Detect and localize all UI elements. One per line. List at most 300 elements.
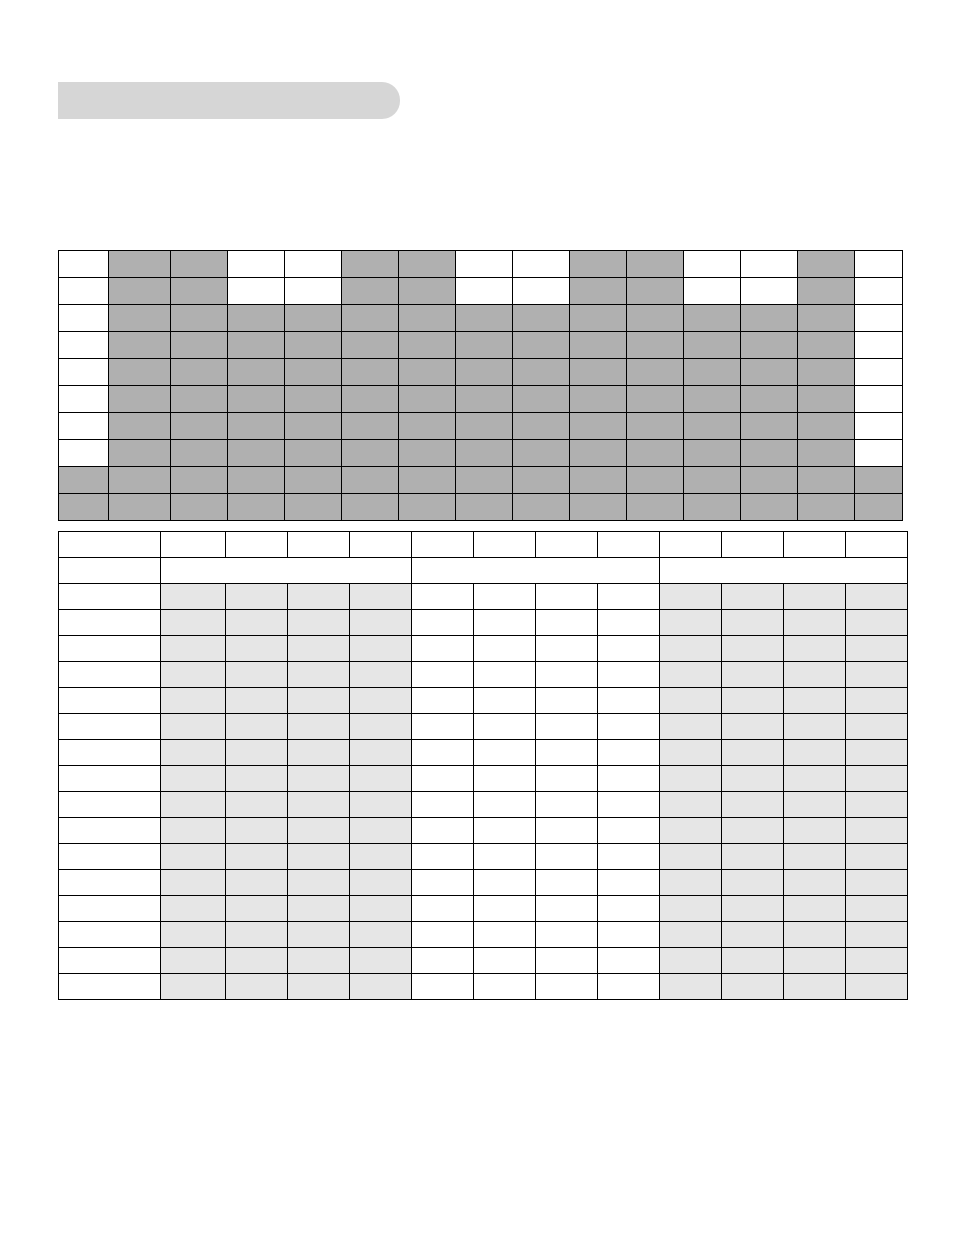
table-cell: [627, 494, 684, 521]
table-cell: [684, 467, 741, 494]
table-cell: [536, 688, 598, 714]
row-label: [59, 896, 161, 922]
table-cell: [570, 467, 627, 494]
table-cell: [846, 584, 908, 610]
table-cell: [722, 662, 784, 688]
table-cell: [798, 440, 855, 467]
table-cell: [288, 688, 350, 714]
table-cell: [456, 440, 513, 467]
table-cell: [536, 896, 598, 922]
table-cell: [288, 636, 350, 662]
table-cell: [350, 844, 412, 870]
row-label: [59, 610, 161, 636]
table-cell: [784, 714, 846, 740]
table-cell: [226, 922, 288, 948]
table-cell: [350, 948, 412, 974]
column-header: [350, 532, 412, 558]
table-cell: [342, 332, 399, 359]
table-cell: [342, 440, 399, 467]
table-cell: [456, 278, 513, 305]
table-cell: [846, 974, 908, 1000]
table-cell: [109, 413, 171, 440]
table-cell: [846, 636, 908, 662]
table-row: [59, 974, 908, 1000]
table-cell: [171, 440, 228, 467]
table-cell: [350, 922, 412, 948]
table-cell: [846, 714, 908, 740]
table-cell: [722, 714, 784, 740]
table-cell: [109, 494, 171, 521]
table-cell: [846, 688, 908, 714]
table-row: [59, 870, 908, 896]
table-cell: [399, 278, 456, 305]
table-cell: [570, 278, 627, 305]
table-cell: [627, 413, 684, 440]
table-cell: [228, 467, 285, 494]
table-cell: [350, 688, 412, 714]
table-cell: [784, 792, 846, 818]
table-cell: [456, 359, 513, 386]
table-cell: [627, 251, 684, 278]
table-cell: [660, 974, 722, 1000]
table-cell: [109, 305, 171, 332]
table-row: [59, 386, 903, 413]
table-cell: [513, 467, 570, 494]
table-cell: [598, 714, 660, 740]
table-cell: [171, 305, 228, 332]
table-cell: [513, 494, 570, 521]
table-cell: [513, 413, 570, 440]
table-cell: [161, 896, 226, 922]
table-cell: [161, 792, 226, 818]
group-header: [161, 558, 412, 584]
column-header: [598, 532, 660, 558]
row-label: [59, 688, 161, 714]
table-row: [59, 494, 903, 521]
table-cell: [285, 494, 342, 521]
table-cell: [342, 494, 399, 521]
table-cell: [784, 740, 846, 766]
table-cell: [784, 896, 846, 922]
table-cell: [285, 413, 342, 440]
table-cell: [684, 305, 741, 332]
table-row: [59, 278, 903, 305]
table-cell: [627, 278, 684, 305]
table-cell: [109, 251, 171, 278]
table-cell: [660, 818, 722, 844]
table-cell: [161, 844, 226, 870]
table-cell: [741, 332, 798, 359]
table-cell: [598, 636, 660, 662]
table-cell: [684, 278, 741, 305]
table-cell: [288, 714, 350, 740]
table-cell: [536, 636, 598, 662]
table-cell: [59, 413, 109, 440]
table-cell: [798, 251, 855, 278]
table-cell: [570, 413, 627, 440]
table-cell: [456, 251, 513, 278]
table-cell: [474, 844, 536, 870]
table-cell: [399, 494, 456, 521]
table-cell: [570, 494, 627, 521]
table-cell: [855, 494, 903, 521]
table-cell: [226, 584, 288, 610]
table-cell: [288, 948, 350, 974]
table-cell: [536, 766, 598, 792]
table-cell: [342, 305, 399, 332]
table-cell: [59, 332, 109, 359]
table-cell: [412, 792, 474, 818]
table-cell: [226, 610, 288, 636]
table-cell: [228, 440, 285, 467]
table-cell: [570, 359, 627, 386]
table-cell: [722, 948, 784, 974]
table-cell: [226, 948, 288, 974]
table-cell: [288, 740, 350, 766]
table-cell: [109, 359, 171, 386]
table-cell: [171, 359, 228, 386]
table-cell: [109, 440, 171, 467]
row-label: [59, 818, 161, 844]
table-cell: [855, 467, 903, 494]
table-cell: [161, 714, 226, 740]
table-row: [59, 467, 903, 494]
table-cell: [342, 359, 399, 386]
table-cell: [109, 332, 171, 359]
table-row: [59, 766, 908, 792]
table-cell: [288, 844, 350, 870]
table-cell: [412, 714, 474, 740]
table-cell: [536, 870, 598, 896]
column-header: [474, 532, 536, 558]
table-cell: [536, 740, 598, 766]
table-cell: [855, 332, 903, 359]
table-cell: [513, 386, 570, 413]
table-cell: [350, 714, 412, 740]
table-cell: [741, 467, 798, 494]
table-row: [59, 332, 903, 359]
table-cell: [350, 662, 412, 688]
table-cell: [798, 305, 855, 332]
table-cell: [536, 662, 598, 688]
table-row: [59, 440, 903, 467]
table-cell: [536, 922, 598, 948]
lower-data-table: [58, 531, 908, 1000]
table-cell: [288, 662, 350, 688]
row-label: [59, 948, 161, 974]
table-cell: [474, 818, 536, 844]
table-cell: [536, 714, 598, 740]
table-cell: [474, 948, 536, 974]
table-cell: [228, 278, 285, 305]
table-cell: [288, 974, 350, 1000]
table-cell: [784, 636, 846, 662]
table-row: [59, 584, 908, 610]
table-cell: [161, 662, 226, 688]
table-cell: [722, 974, 784, 1000]
table-cell: [570, 440, 627, 467]
column-header: [161, 532, 226, 558]
table-cell: [399, 440, 456, 467]
table-cell: [285, 251, 342, 278]
table-cell: [684, 251, 741, 278]
table-cell: [171, 332, 228, 359]
row-label: [59, 922, 161, 948]
table-cell: [598, 818, 660, 844]
table-cell: [226, 662, 288, 688]
table-row: [59, 818, 908, 844]
row-label: [59, 740, 161, 766]
row-label: [59, 974, 161, 1000]
table-cell: [161, 584, 226, 610]
table-cell: [784, 818, 846, 844]
table-cell: [627, 332, 684, 359]
table-cell: [846, 870, 908, 896]
table-cell: [456, 305, 513, 332]
table-cell: [513, 332, 570, 359]
table-cell: [598, 662, 660, 688]
table-cell: [226, 740, 288, 766]
table-cell: [627, 386, 684, 413]
table-cell: [226, 636, 288, 662]
table-cell: [226, 766, 288, 792]
table-cell: [784, 688, 846, 714]
row-label: [59, 584, 161, 610]
table-cell: [598, 792, 660, 818]
table-cell: [846, 792, 908, 818]
table-cell: [109, 386, 171, 413]
table-cell: [59, 278, 109, 305]
table-row: [59, 948, 908, 974]
table-cell: [342, 386, 399, 413]
table-cell: [412, 974, 474, 1000]
table-cell: [285, 359, 342, 386]
table-cell: [741, 251, 798, 278]
table-cell: [171, 251, 228, 278]
table-cell: [627, 440, 684, 467]
row-label: [59, 792, 161, 818]
table-cell: [171, 467, 228, 494]
table-cell: [784, 766, 846, 792]
table-cell: [722, 584, 784, 610]
table-cell: [598, 610, 660, 636]
table-cell: [722, 870, 784, 896]
table-cell: [855, 251, 903, 278]
table-cell: [342, 413, 399, 440]
table-cell: [722, 922, 784, 948]
table-row: [59, 305, 903, 332]
table-cell: [474, 766, 536, 792]
table-cell: [846, 610, 908, 636]
table-cell: [536, 818, 598, 844]
table-cell: [798, 278, 855, 305]
table-cell: [474, 662, 536, 688]
table-cell: [598, 844, 660, 870]
table-cell: [228, 305, 285, 332]
table-cell: [171, 386, 228, 413]
table-cell: [226, 688, 288, 714]
table-cell: [412, 870, 474, 896]
table-cell: [456, 413, 513, 440]
table-cell: [161, 948, 226, 974]
table-cell: [288, 610, 350, 636]
table-cell: [412, 584, 474, 610]
table-cell: [350, 896, 412, 922]
column-header: [722, 532, 784, 558]
table-cell: [660, 792, 722, 818]
table-cell: [784, 870, 846, 896]
table-cell: [412, 922, 474, 948]
table-cell: [412, 688, 474, 714]
table-cell: [722, 792, 784, 818]
table-cell: [474, 740, 536, 766]
group-header: [412, 558, 660, 584]
table-cell: [598, 584, 660, 610]
table-row: [59, 636, 908, 662]
table-cell: [513, 278, 570, 305]
table-cell: [627, 305, 684, 332]
table-cell: [228, 332, 285, 359]
table-cell: [285, 305, 342, 332]
table-cell: [412, 844, 474, 870]
table-cell: [412, 818, 474, 844]
table-cell: [226, 818, 288, 844]
table-cell: [722, 610, 784, 636]
table-cell: [474, 870, 536, 896]
table-cell: [684, 359, 741, 386]
table-cell: [226, 714, 288, 740]
table-row: [59, 688, 908, 714]
table-row: [59, 413, 903, 440]
table-cell: [288, 818, 350, 844]
table-cell: [288, 584, 350, 610]
table-cell: [412, 766, 474, 792]
table-cell: [399, 359, 456, 386]
table-cell: [474, 896, 536, 922]
table-cell: [513, 440, 570, 467]
table-cell: [660, 636, 722, 662]
table-cell: [161, 922, 226, 948]
table-cell: [285, 386, 342, 413]
table-cell: [660, 584, 722, 610]
table-cell: [855, 278, 903, 305]
table-cell: [660, 662, 722, 688]
table-cell: [161, 688, 226, 714]
table-cell: [474, 688, 536, 714]
table-cell: [722, 766, 784, 792]
table-cell: [798, 359, 855, 386]
table-header-row: [59, 532, 908, 558]
table-cell: [474, 922, 536, 948]
column-header: [59, 532, 161, 558]
table-cell: [412, 662, 474, 688]
table-cell: [722, 636, 784, 662]
table-cell: [598, 688, 660, 714]
table-cell: [399, 386, 456, 413]
table-cell: [536, 584, 598, 610]
table-cell: [350, 792, 412, 818]
table-cell: [288, 896, 350, 922]
table-row: [59, 359, 903, 386]
table-cell: [399, 467, 456, 494]
table-cell: [598, 870, 660, 896]
table-cell: [342, 278, 399, 305]
table-cell: [226, 844, 288, 870]
table-cell: [722, 818, 784, 844]
table-cell: [412, 740, 474, 766]
table-cell: [798, 494, 855, 521]
table-cell: [350, 584, 412, 610]
table-row: [59, 610, 908, 636]
table-cell: [660, 870, 722, 896]
table-row: [59, 251, 903, 278]
table-cell: [536, 974, 598, 1000]
table-cell: [228, 251, 285, 278]
table-cell: [288, 792, 350, 818]
table-cell: [59, 305, 109, 332]
table-cell: [513, 251, 570, 278]
table-cell: [722, 844, 784, 870]
table-cell: [570, 332, 627, 359]
table-cell: [855, 359, 903, 386]
table-cell: [660, 714, 722, 740]
row-label: [59, 870, 161, 896]
table-cell: [722, 896, 784, 922]
group-header: [59, 558, 161, 584]
table-cell: [285, 440, 342, 467]
column-header: [846, 532, 908, 558]
table-cell: [722, 688, 784, 714]
table-cell: [109, 467, 171, 494]
table-cell: [399, 305, 456, 332]
table-cell: [660, 948, 722, 974]
table-cell: [798, 332, 855, 359]
table-cell: [722, 740, 784, 766]
table-cell: [684, 413, 741, 440]
section-header-banner: [58, 82, 400, 119]
table-cell: [660, 610, 722, 636]
table-row: [59, 896, 908, 922]
row-label: [59, 662, 161, 688]
table-cell: [846, 948, 908, 974]
table-cell: [59, 359, 109, 386]
table-cell: [660, 922, 722, 948]
table-cell: [456, 332, 513, 359]
table-cell: [536, 610, 598, 636]
table-cell: [59, 494, 109, 521]
table-cell: [171, 494, 228, 521]
table-group-header-row: [59, 558, 908, 584]
table-cell: [741, 494, 798, 521]
table-cell: [660, 844, 722, 870]
table-cell: [784, 974, 846, 1000]
table-cell: [536, 844, 598, 870]
table-cell: [660, 688, 722, 714]
table-cell: [228, 494, 285, 521]
table-cell: [570, 251, 627, 278]
table-cell: [399, 413, 456, 440]
table-cell: [598, 896, 660, 922]
table-cell: [456, 494, 513, 521]
table-cell: [412, 948, 474, 974]
table-cell: [513, 359, 570, 386]
table-cell: [161, 610, 226, 636]
table-cell: [412, 636, 474, 662]
table-cell: [536, 948, 598, 974]
upper-data-table: [58, 250, 903, 521]
column-header: [288, 532, 350, 558]
table-cell: [59, 251, 109, 278]
